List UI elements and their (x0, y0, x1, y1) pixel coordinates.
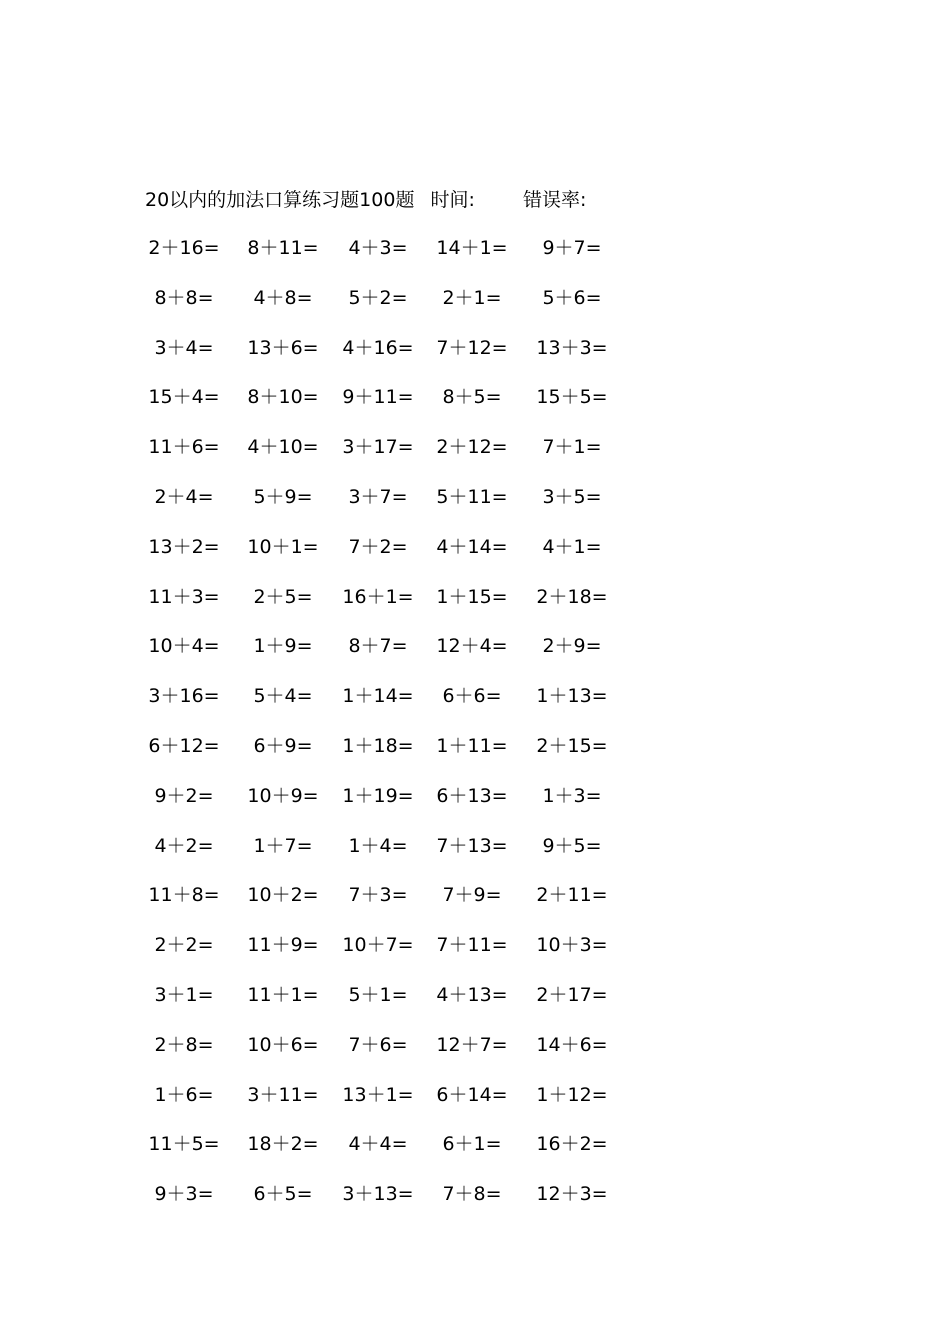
problem-row (0, 1031, 950, 1081)
addition-problem: 9＋11= (342, 386, 414, 409)
addition-problem: 1＋9= (253, 635, 313, 658)
addition-problem: 2＋5= (253, 585, 313, 608)
addition-problem: 4＋16= (342, 336, 414, 359)
problem-row (0, 334, 950, 384)
addition-problem: 10＋1= (247, 535, 319, 558)
addition-problem: 3＋11= (247, 1083, 319, 1106)
problem-row (0, 284, 950, 334)
addition-problem: 3＋4= (154, 336, 214, 359)
addition-problem: 1＋7= (253, 834, 313, 857)
addition-problem: 5＋11= (436, 485, 508, 508)
addition-problem: 14＋6= (536, 1033, 608, 1056)
problem-row (0, 433, 950, 483)
addition-problem: 8＋11= (247, 237, 319, 259)
addition-problem: 12＋7= (436, 1033, 508, 1056)
addition-problem: 4＋3= (348, 237, 408, 259)
addition-problem: 7＋1= (542, 436, 602, 459)
addition-problem: 10＋7= (342, 934, 414, 957)
addition-problem: 18＋2= (247, 1133, 319, 1156)
addition-problem: 9＋2= (154, 784, 214, 807)
addition-problem: 4＋1= (542, 535, 602, 558)
addition-problem: 13＋6= (247, 336, 319, 359)
addition-problem: 8＋8= (154, 286, 214, 309)
problem-row (0, 682, 950, 732)
addition-problem: 9＋3= (154, 1183, 214, 1206)
addition-problem: 7＋11= (436, 934, 508, 957)
addition-problem: 15＋5= (536, 386, 608, 409)
addition-problem: 7＋6= (348, 1033, 408, 1056)
addition-problem: 5＋4= (253, 685, 313, 708)
addition-problem: 11＋9= (247, 934, 319, 957)
addition-problem: 2＋2= (154, 934, 214, 957)
addition-problem: 7＋13= (436, 834, 508, 857)
addition-problem: 11＋6= (148, 436, 220, 459)
addition-problem: 1＋14= (342, 685, 414, 708)
addition-problem: 13＋1= (342, 1083, 414, 1106)
addition-problem: 10＋6= (247, 1033, 319, 1056)
addition-problem: 10＋2= (247, 884, 319, 907)
addition-problem: 4＋14= (436, 535, 508, 558)
addition-problem: 10＋9= (247, 784, 319, 807)
addition-problem: 9＋7= (542, 237, 602, 259)
addition-problem: 7＋2= (348, 535, 408, 558)
problem-row (0, 533, 950, 583)
addition-problem: 2＋16= (148, 237, 220, 259)
addition-problem: 6＋12= (148, 734, 220, 757)
problem-row (0, 931, 950, 981)
addition-problem: 7＋8= (442, 1183, 502, 1206)
problem-row (0, 1130, 950, 1180)
addition-problem: 1＋13= (536, 685, 608, 708)
addition-problem: 15＋4= (148, 386, 220, 409)
addition-problem: 5＋6= (542, 286, 602, 309)
addition-problem: 13＋2= (148, 535, 220, 558)
addition-problem: 7＋3= (348, 884, 408, 907)
problem-row (0, 234, 950, 284)
addition-problem: 9＋5= (542, 834, 602, 857)
addition-problem: 3＋17= (342, 436, 414, 459)
worksheet-header (145, 186, 586, 214)
addition-problem: 7＋12= (436, 336, 508, 359)
addition-problem: 5＋1= (348, 983, 408, 1006)
addition-problem: 1＋15= (436, 585, 508, 608)
addition-problem: 8＋5= (442, 386, 502, 409)
addition-problem: 3＋7= (348, 485, 408, 508)
addition-problem: 2＋17= (536, 983, 608, 1006)
addition-problem: 5＋2= (348, 286, 408, 309)
addition-problem: 2＋4= (154, 485, 214, 508)
addition-problem: 1＋18= (342, 734, 414, 757)
addition-problem: 10＋3= (536, 934, 608, 957)
addition-problem: 16＋1= (342, 585, 414, 608)
addition-problem: 1＋12= (536, 1083, 608, 1106)
problem-row (0, 1180, 950, 1230)
problem-row (0, 981, 950, 1031)
problem-row (0, 632, 950, 682)
addition-problem: 14＋1= (436, 237, 508, 259)
addition-problem: 3＋16= (148, 685, 220, 708)
problem-row (0, 881, 950, 931)
addition-problem: 8＋10= (247, 386, 319, 409)
addition-problem: 3＋13= (342, 1183, 414, 1206)
addition-problem: 16＋2= (536, 1133, 608, 1156)
addition-problem: 1＋11= (436, 734, 508, 757)
addition-problem: 1＋19= (342, 784, 414, 807)
addition-problem: 11＋8= (148, 884, 220, 907)
addition-problem: 6＋9= (253, 734, 313, 757)
addition-problem: 2＋12= (436, 436, 508, 459)
addition-problem: 2＋1= (442, 286, 502, 309)
addition-problem: 5＋9= (253, 485, 313, 508)
addition-problem: 2＋11= (536, 884, 608, 907)
addition-problem: 2＋18= (536, 585, 608, 608)
addition-problem: 12＋4= (436, 635, 508, 658)
addition-problem: 13＋3= (536, 336, 608, 359)
addition-problem: 8＋7= (348, 635, 408, 658)
problem-row (0, 483, 950, 533)
addition-problem: 3＋5= (542, 485, 602, 508)
addition-problem: 2＋9= (542, 635, 602, 658)
addition-problem: 4＋13= (436, 983, 508, 1006)
time-label: 时间: (430, 189, 475, 211)
addition-problem: 6＋6= (442, 685, 502, 708)
addition-problem: 1＋6= (154, 1083, 214, 1106)
addition-problem: 2＋8= (154, 1033, 214, 1056)
addition-problem: 11＋1= (247, 983, 319, 1006)
problem-grid (0, 234, 950, 1230)
problem-row (0, 1081, 950, 1131)
problem-row (0, 383, 950, 433)
addition-problem: 2＋15= (536, 734, 608, 757)
addition-problem: 4＋4= (348, 1133, 408, 1156)
error-rate-label: 错误率: (522, 189, 587, 211)
problem-row (0, 782, 950, 832)
addition-problem: 11＋3= (148, 585, 220, 608)
addition-problem: 4＋8= (253, 286, 313, 309)
addition-problem: 4＋2= (154, 834, 214, 857)
addition-problem: 7＋9= (442, 884, 502, 907)
addition-problem: 3＋1= (154, 983, 214, 1006)
worksheet-title: 20以内的加法口算练习题100题 (145, 189, 415, 211)
addition-problem: 4＋10= (247, 436, 319, 459)
addition-problem: 11＋5= (148, 1133, 220, 1156)
addition-problem: 6＋13= (436, 784, 508, 807)
problem-row (0, 732, 950, 782)
addition-problem: 1＋4= (348, 834, 408, 857)
addition-problem: 6＋1= (442, 1133, 502, 1156)
problem-row (0, 583, 950, 633)
addition-problem: 10＋4= (148, 635, 220, 658)
addition-problem: 6＋5= (253, 1183, 313, 1206)
addition-problem: 6＋14= (436, 1083, 508, 1106)
problem-row (0, 832, 950, 882)
addition-problem: 1＋3= (542, 784, 602, 807)
addition-problem: 12＋3= (536, 1183, 608, 1206)
